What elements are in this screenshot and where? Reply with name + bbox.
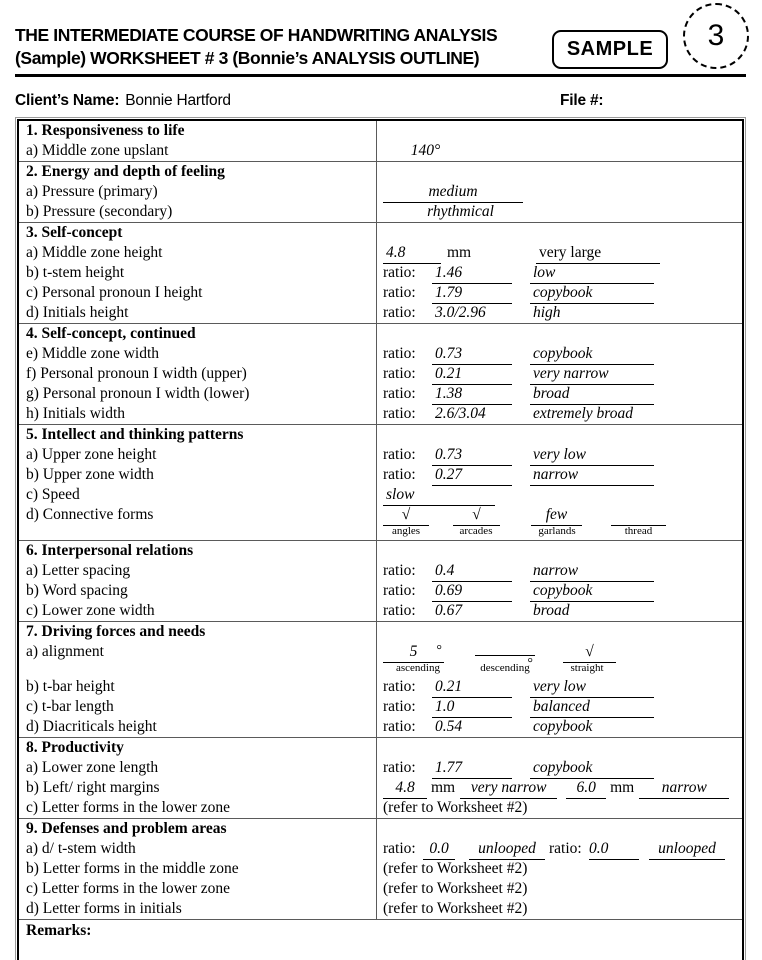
descriptor-underline: very narrow bbox=[460, 778, 557, 799]
row-label: b) Pressure (secondary) bbox=[26, 203, 173, 220]
degree-symbol: ° bbox=[436, 643, 442, 658]
descriptor-underline: narrow bbox=[530, 561, 654, 582]
refer-note: (refer to Worksheet #2) bbox=[383, 799, 528, 816]
page-title-line2: (Sample) WORKSHEET # 3 (Bonnie’s ANALYSIS OUTLINE) bbox=[15, 48, 480, 68]
ratio-label: ratio: bbox=[383, 582, 416, 599]
sub-label-ascending: ascending bbox=[396, 662, 440, 674]
descriptor-underline: extremely broad bbox=[530, 404, 654, 424]
section-9-defenses bbox=[19, 819, 742, 920]
row-label: b) Letter forms in the middle zone bbox=[26, 860, 239, 877]
row-label: c) Speed bbox=[26, 486, 80, 503]
ratio-label: ratio: bbox=[383, 759, 416, 776]
value-underline: 0.69 bbox=[432, 581, 512, 602]
section-title: 3. Self-concept bbox=[26, 224, 123, 241]
client-row bbox=[15, 92, 746, 110]
sub-label-straight: straight bbox=[570, 662, 604, 674]
section-2-energy bbox=[19, 162, 742, 223]
degree-symbol: ° bbox=[527, 656, 533, 671]
ratio-label: ratio: bbox=[383, 678, 416, 695]
row-label: d) Diacriticals height bbox=[26, 718, 157, 735]
value-underline: 5 bbox=[409, 643, 418, 660]
descriptor-underline: copybook bbox=[530, 283, 654, 304]
page-title-line1: THE INTERMEDIATE COURSE OF HANDWRITING ANALYSIS bbox=[15, 25, 498, 45]
section-title: 2. Energy and depth of feeling bbox=[26, 163, 225, 180]
descriptor-underline: high bbox=[530, 303, 654, 323]
value-underline: 1.77 bbox=[432, 758, 512, 779]
header-divider bbox=[15, 74, 746, 77]
checkmark-slot-garlands: few bbox=[531, 505, 582, 526]
checkmark-slot-angles: √ bbox=[383, 505, 429, 526]
ratio-label: ratio: bbox=[383, 365, 416, 382]
descriptor-underline: very large bbox=[536, 243, 660, 264]
row-label: c) t-bar length bbox=[26, 698, 114, 715]
value-underline: 4.8 bbox=[383, 778, 427, 799]
descriptor-underline: narrow bbox=[530, 465, 654, 486]
row-label: c) Personal pronoun I height bbox=[26, 284, 203, 301]
row-label: g) Personal pronoun I width (lower) bbox=[26, 385, 250, 402]
section-8-productivity bbox=[19, 738, 742, 819]
descriptor-underline: unlooped bbox=[649, 839, 725, 860]
descriptor-underline: broad bbox=[530, 384, 654, 405]
value-underline: rhythmical bbox=[383, 202, 538, 222]
descriptor-underline: copybook bbox=[530, 758, 654, 779]
ratio-label: ratio: bbox=[383, 466, 416, 483]
value-underline: 6.0 bbox=[566, 778, 606, 799]
section-title: 5. Intellect and thinking patterns bbox=[26, 426, 244, 443]
value-underline: 0.67 bbox=[432, 601, 512, 621]
row-label: b) Left/ right margins bbox=[26, 779, 160, 796]
value-underline: 0.27 bbox=[432, 465, 512, 486]
value-underline: 1.46 bbox=[432, 263, 512, 284]
value-underline: 1.79 bbox=[432, 283, 512, 304]
page-header bbox=[15, 19, 747, 72]
value-underline: 0.21 bbox=[432, 364, 512, 385]
descriptor-underline: very low bbox=[530, 677, 654, 698]
ratio-label: ratio: bbox=[383, 405, 416, 422]
sub-label-garlands: garlands bbox=[538, 525, 576, 537]
row-label: a) Pressure (primary) bbox=[26, 183, 158, 200]
row-label: b) Upper zone width bbox=[26, 466, 154, 483]
checkmark-slot-thread bbox=[611, 505, 666, 526]
section-4-self-concept-continued bbox=[19, 324, 742, 425]
value-underline: 3.0/2.96 bbox=[432, 303, 512, 323]
section-title: 7. Driving forces and needs bbox=[26, 623, 206, 640]
value-underline: 0.73 bbox=[432, 445, 512, 466]
unit-label: mm bbox=[610, 779, 635, 796]
section-title: 1. Responsiveness to life bbox=[26, 122, 185, 139]
section-1-responsiveness bbox=[19, 121, 742, 162]
ratio-label: ratio: bbox=[383, 385, 416, 402]
client-name-label: Client’s Name: bbox=[15, 92, 120, 109]
client-name-value: Bonnie Hartford bbox=[125, 92, 231, 109]
section-3-self-concept bbox=[19, 223, 742, 324]
remarks-label: Remarks: bbox=[26, 922, 92, 939]
sub-label-descending: descending bbox=[480, 662, 530, 674]
alignment-slot-ascending bbox=[383, 642, 444, 663]
row-label: a) Middle zone upslant bbox=[26, 142, 169, 159]
row-label: a) Letter spacing bbox=[26, 562, 131, 579]
value-underline: 1.0 bbox=[432, 697, 512, 718]
descriptor-underline: low bbox=[530, 263, 654, 284]
row-label: a) alignment bbox=[26, 643, 104, 660]
descriptor-underline: very low bbox=[530, 445, 654, 466]
ratio-label: ratio: bbox=[549, 840, 582, 857]
value-underline: 4.8 bbox=[383, 243, 441, 264]
section-title: 8. Productivity bbox=[26, 739, 124, 756]
section-6-interpersonal bbox=[19, 541, 742, 622]
descriptor-underline: copybook bbox=[530, 717, 654, 737]
row-label: a) Lower zone length bbox=[26, 759, 159, 776]
checkmark-slot-arcades: √ bbox=[453, 505, 500, 526]
file-number-label: File #: bbox=[560, 92, 604, 109]
value-underline: 140° bbox=[383, 141, 468, 161]
value-underline: 0.54 bbox=[432, 717, 512, 737]
analysis-table-outline bbox=[15, 117, 746, 960]
section-title: 9. Defenses and problem areas bbox=[26, 820, 227, 837]
ratio-label: ratio: bbox=[383, 718, 416, 735]
row-label: a) Middle zone height bbox=[26, 244, 163, 261]
value-underline: 0.73 bbox=[432, 344, 512, 365]
row-label: b) Word spacing bbox=[26, 582, 128, 599]
sub-label-thread: thread bbox=[624, 525, 653, 537]
value-underline: 1.38 bbox=[432, 384, 512, 405]
unit-label: mm bbox=[431, 779, 456, 796]
value-underline: 0.4 bbox=[432, 561, 512, 582]
ratio-label: ratio: bbox=[383, 698, 416, 715]
descriptor-underline: copybook bbox=[530, 581, 654, 602]
refer-note: (refer to Worksheet #2) bbox=[383, 880, 528, 897]
row-label: c) Letter forms in the lower zone bbox=[26, 799, 230, 816]
row-label: d) Letter forms in initials bbox=[26, 900, 182, 917]
row-label: e) Middle zone width bbox=[26, 345, 160, 362]
descriptor-underline: very narrow bbox=[530, 364, 654, 385]
descriptor-underline: unlooped bbox=[469, 839, 545, 860]
ratio-label: ratio: bbox=[383, 284, 416, 301]
descriptor-underline: broad bbox=[530, 601, 654, 621]
row-label: c) Letter forms in the lower zone bbox=[26, 880, 230, 897]
value-underline: 0.21 bbox=[432, 677, 512, 698]
section-5-intellect bbox=[19, 425, 742, 541]
row-label: a) d/ t-stem width bbox=[26, 840, 136, 857]
refer-note: (refer to Worksheet #2) bbox=[383, 860, 528, 877]
row-label: d) Connective forms bbox=[26, 506, 154, 523]
alignment-slot-straight: √ bbox=[563, 642, 616, 663]
row-label: d) Initials height bbox=[26, 304, 129, 321]
row-label: f) Personal pronoun I width (upper) bbox=[26, 365, 247, 382]
section-title: 6. Interpersonal relations bbox=[26, 542, 194, 559]
ratio-label: ratio: bbox=[383, 304, 416, 321]
section-7-driving-forces bbox=[19, 622, 742, 738]
ratio-label: ratio: bbox=[383, 602, 416, 619]
page-number-badge: 3 bbox=[683, 3, 749, 69]
row-label: h) Initials width bbox=[26, 405, 126, 422]
sample-stamp: SAMPLE bbox=[552, 30, 668, 69]
analysis-table bbox=[17, 119, 744, 960]
row-label: b) t-bar height bbox=[26, 678, 115, 695]
descriptor-underline: copybook bbox=[530, 344, 654, 365]
ratio-label: ratio: bbox=[383, 840, 416, 857]
row-label: c) Lower zone width bbox=[26, 602, 155, 619]
ratio-label: ratio: bbox=[383, 446, 416, 463]
descriptor-underline: balanced bbox=[530, 697, 654, 718]
ratio-label: ratio: bbox=[383, 264, 416, 281]
unit-label: mm bbox=[447, 244, 472, 261]
value-underline: slow bbox=[383, 485, 495, 506]
value-underline: 2.6/3.04 bbox=[432, 404, 512, 424]
value-underline: medium bbox=[383, 182, 523, 203]
sub-label-arcades: arcades bbox=[459, 525, 493, 537]
section-title: 4. Self-concept, continued bbox=[26, 325, 196, 342]
ratio-label: ratio: bbox=[383, 345, 416, 362]
sub-label-angles: angles bbox=[391, 525, 421, 537]
descriptor-underline: narrow bbox=[639, 778, 729, 799]
remarks-area bbox=[19, 920, 742, 960]
refer-note: (refer to Worksheet #2) bbox=[383, 900, 528, 917]
value-underline: 0.0 bbox=[589, 839, 639, 860]
ratio-label: ratio: bbox=[383, 562, 416, 579]
row-label: b) t-stem height bbox=[26, 264, 125, 281]
value-underline: 0.0 bbox=[423, 839, 455, 860]
row-label: a) Upper zone height bbox=[26, 446, 157, 463]
